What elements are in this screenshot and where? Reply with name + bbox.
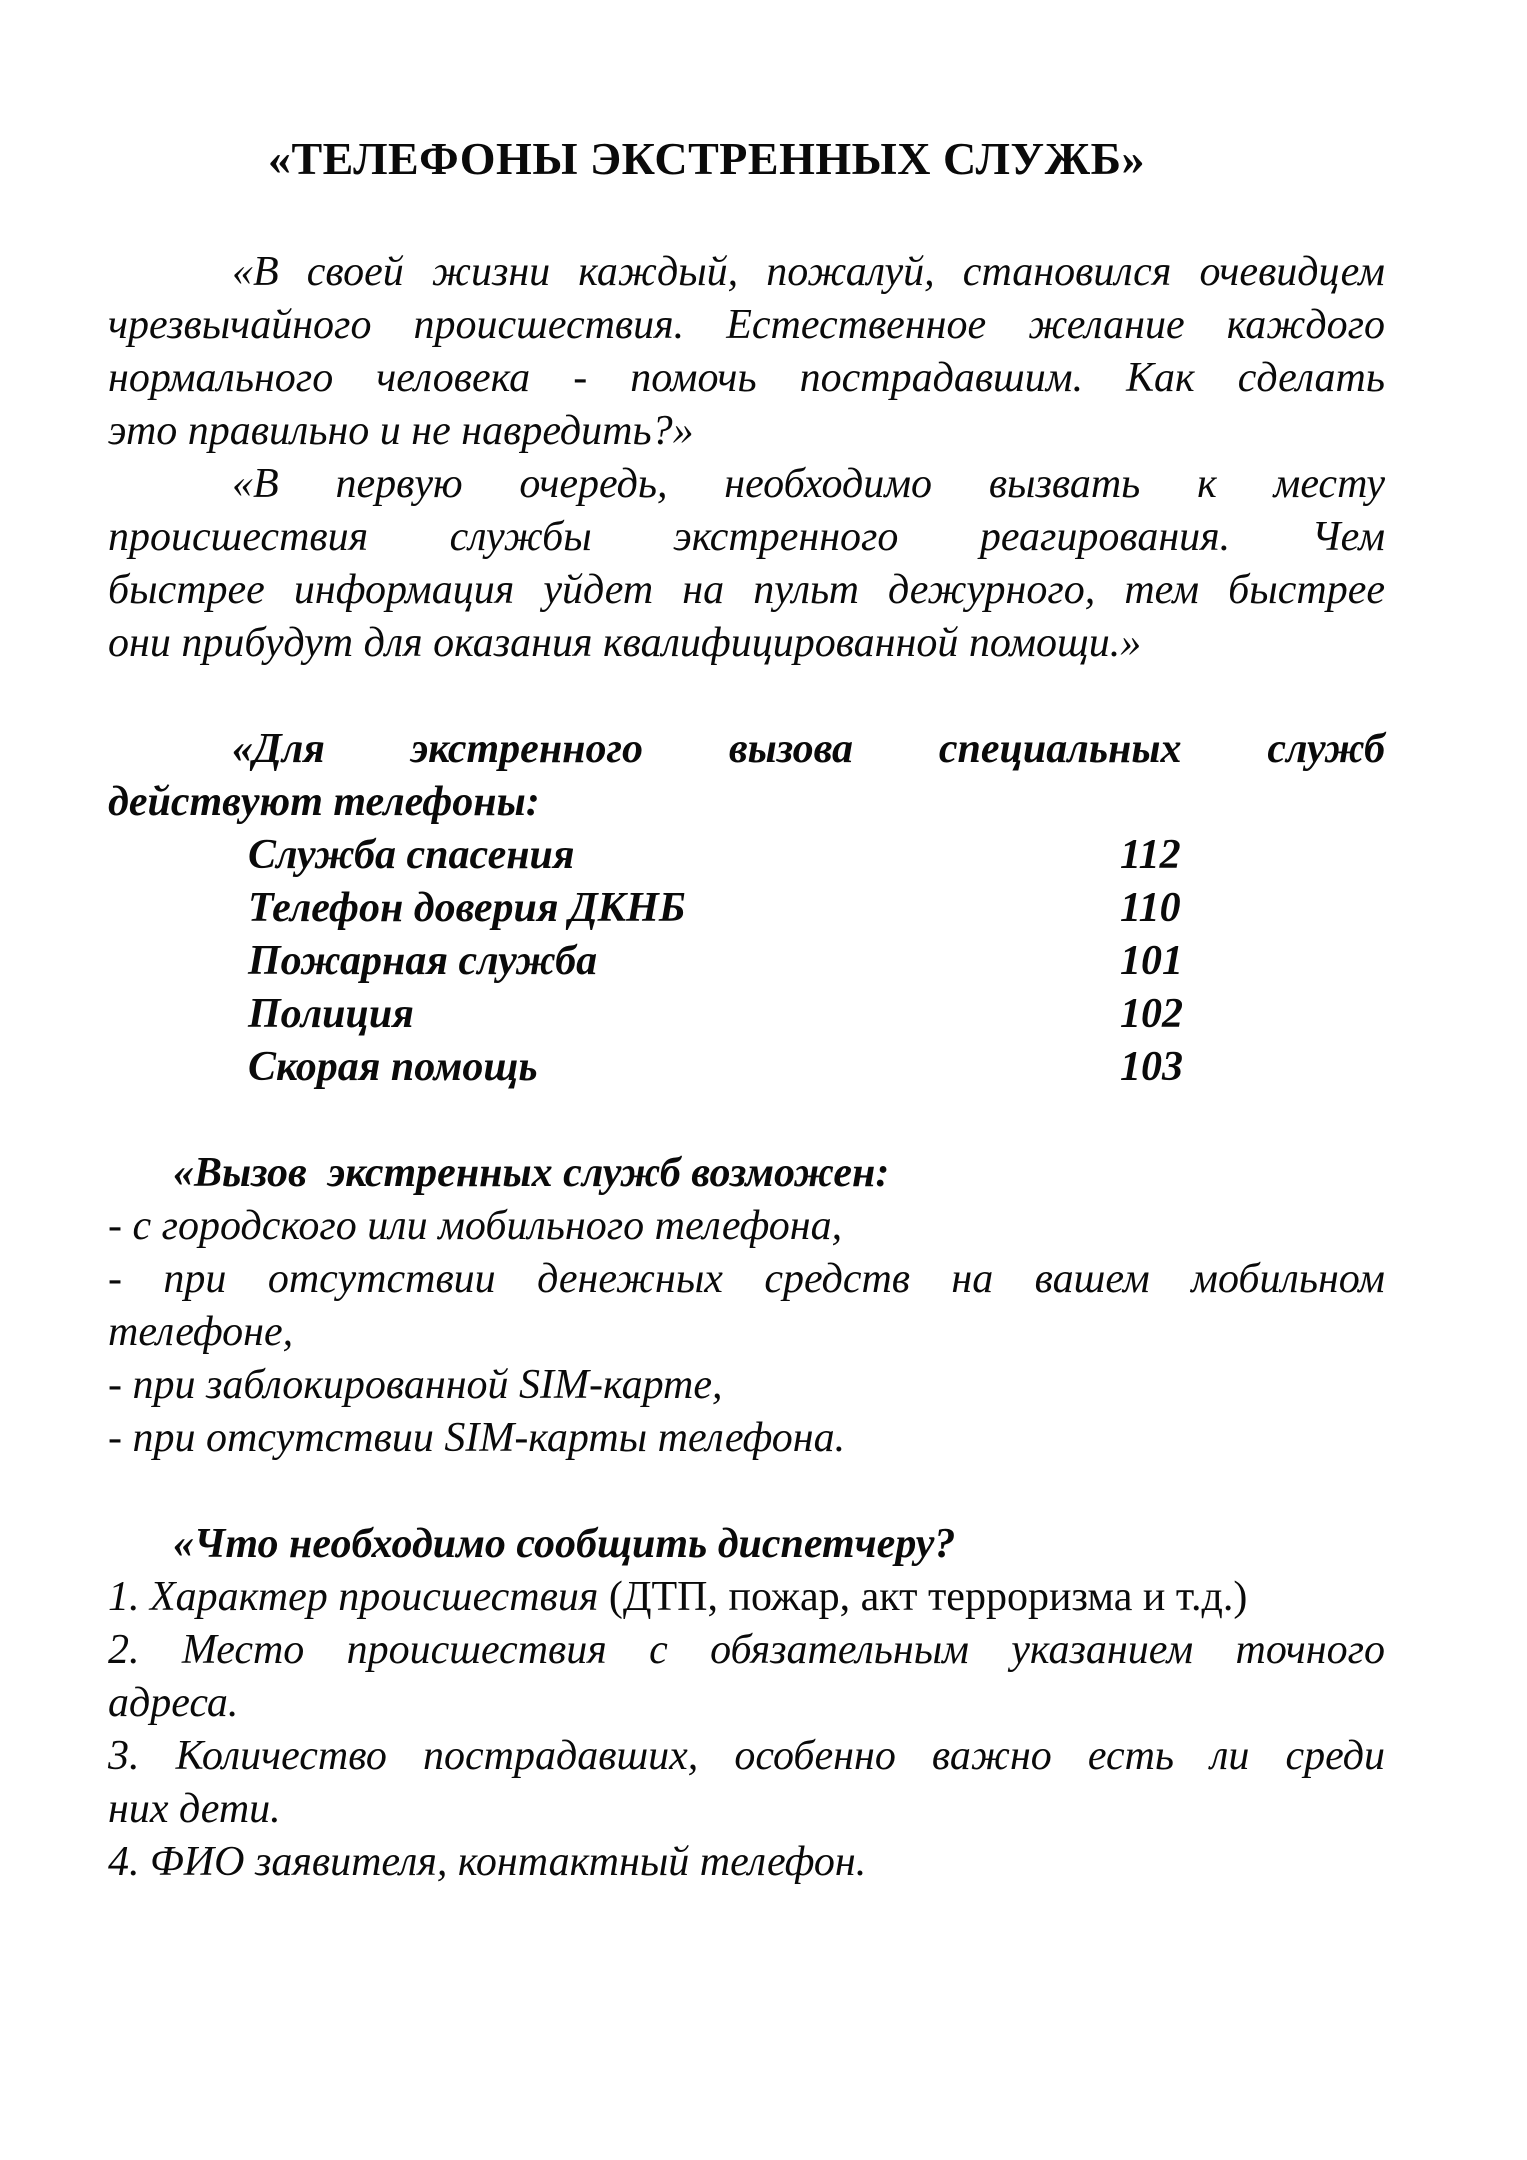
dispatcher-heading: «Что необходимо сообщить диспетчеру? xyxy=(173,1521,956,1567)
text-line: это правильно и не навредить?» xyxy=(108,408,694,454)
availability-section xyxy=(108,1147,1385,1465)
availability-heading: «Вызов экстренных служб возможен: xyxy=(173,1150,890,1196)
phone-number: 103 xyxy=(1120,1044,1183,1090)
phone-service-label: Телефон доверия ДКНБ xyxy=(248,885,686,931)
dispatcher-item: 2. Место происшествия с обязательным указанием точного xyxy=(108,1627,1385,1673)
dispatcher-item-text: 1. Характер происшествия xyxy=(108,1574,609,1620)
phone-number: 110 xyxy=(1120,885,1181,931)
text-line: чрезвычайного происшествия. Естественное желание каждого xyxy=(108,302,1385,348)
phone-number: 102 xyxy=(1120,991,1183,1037)
phone-service-label: Служба спасения xyxy=(248,832,575,878)
phone-row xyxy=(108,988,1385,1041)
text-line: «В первую очередь, необходимо вызвать к месту xyxy=(232,461,1385,507)
section-gap xyxy=(108,1465,1385,1518)
text-line: происшествия службы экстренного реагирования. Чем xyxy=(108,514,1385,560)
availability-item-continuation: телефоне, xyxy=(108,1309,294,1355)
phone-row xyxy=(108,882,1385,935)
availability-item: - с городского или мобильного телефона, xyxy=(108,1203,843,1249)
text-line: «В своей жизни каждый, пожалуй, становился очевидцем xyxy=(232,249,1385,295)
phone-service-label: Скорая помощь xyxy=(248,1044,538,1090)
page-title: «ТЕЛЕФОНЫ ЭКСТРЕННЫХ СЛУЖБ» xyxy=(267,133,1146,184)
phones-section xyxy=(108,723,1385,1094)
dispatcher-item-continuation: адреса. xyxy=(108,1680,239,1726)
section-gap xyxy=(108,670,1385,723)
availability-item: - при заблокированной SIM-карте, xyxy=(108,1362,723,1408)
dispatcher-item-text-upright: (ДТП, пожар, акт терроризма и т.д.) xyxy=(608,1574,1248,1620)
text-line: нормального человека - помочь пострадавшим. Как сделать xyxy=(108,355,1385,401)
phone-number: 101 xyxy=(1120,938,1183,984)
phone-row xyxy=(108,829,1385,882)
section-gap xyxy=(108,1094,1385,1147)
text-line: быстрее информация уйдет на пульт дежурного, тем быстрее xyxy=(108,567,1385,613)
phone-service-label: Полиция xyxy=(248,991,414,1037)
dispatcher-item: 4. ФИО заявителя, контактный телефон. xyxy=(108,1839,867,1885)
dispatcher-section xyxy=(108,1518,1385,1889)
phone-row xyxy=(108,935,1385,988)
availability-item: - при отсутствии SIM-карты телефона. xyxy=(108,1415,846,1461)
intro-paragraph-1 xyxy=(108,246,1385,458)
text-line: они прибудут для оказания квалифицированной помощи.» xyxy=(108,620,1142,666)
phone-row xyxy=(108,1041,1385,1094)
dispatcher-item-continuation: них дети. xyxy=(108,1786,281,1832)
intro-paragraph-2 xyxy=(108,458,1385,670)
phone-service-label: Пожарная служба xyxy=(248,938,598,984)
availability-item: - при отсутствии денежных средств на вашем мобильном xyxy=(108,1256,1385,1302)
phones-heading-line: «Для экстренного вызова специальных служб xyxy=(232,726,1385,772)
phone-number: 112 xyxy=(1120,832,1181,878)
dispatcher-item xyxy=(108,1571,1385,1624)
phones-heading-line: действуют телефоны: xyxy=(108,779,540,825)
dispatcher-item: 3. Количество пострадавших, особенно важно есть ли среди xyxy=(108,1733,1385,1779)
